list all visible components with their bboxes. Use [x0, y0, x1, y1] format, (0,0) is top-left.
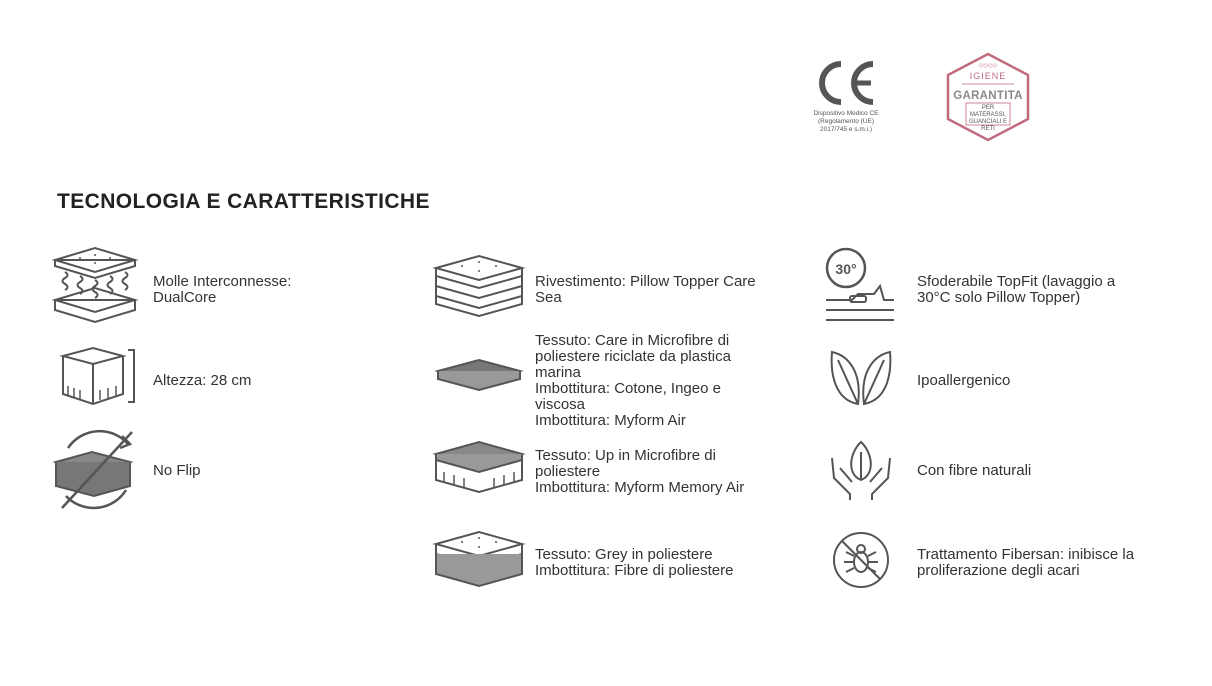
hands-leaf-icon — [828, 438, 894, 502]
section-title: TECNOLOGIA E CARATTERISTICHE — [57, 190, 430, 213]
seal-top-text: IGIENE — [969, 71, 1007, 81]
mattress-grey-icon — [432, 530, 526, 590]
feature-label-height: Altezza: 28 cm — [153, 372, 252, 389]
no-flip-icon — [48, 428, 146, 512]
ce-caption: Dispositivo Medico CE (Regolamento (UE) 2017/745 e s.m.i.) — [813, 110, 879, 133]
mattress-up-icon — [432, 440, 526, 496]
feature-label-noflip: No Flip — [153, 462, 201, 479]
feature-label-wash: Sfoderabile TopFit (lavaggio a 30°C solo Pillow Topper) — [917, 273, 1116, 306]
ce-mark — [800, 58, 892, 134]
wash-30-icon — [824, 246, 898, 326]
svg-text:◇◇◇◇: ◇◇◇◇ — [978, 63, 998, 69]
feature-label-fibersan: Trattamento Fibersan: inibisce la proliferazione degli acari — [917, 546, 1135, 579]
feature-label-topper: Rivestimento: Pillow Topper Care Sea — [535, 273, 756, 306]
hygiene-seal — [944, 51, 1032, 143]
pillow-topper-icon — [432, 254, 526, 320]
mattress-height-icon — [58, 346, 138, 408]
feature-label-hypo: Ipoallergenico — [917, 372, 1011, 389]
topper-layer-icon — [434, 357, 524, 395]
seal-sub-text: PER MATERASSI, GUANCIALI E RETI — [968, 105, 1007, 132]
leaves-icon — [828, 346, 894, 408]
interconnected-springs-icon — [50, 246, 140, 326]
feature-label-springs: Molle Interconnesse: DualCore — [153, 273, 292, 306]
wash-badge: 30° — [835, 261, 857, 277]
no-mites-icon — [830, 530, 892, 590]
feature-label-care: Tessuto: Care in Microfibre di poliestere riciclate da plastica marina Imbottitura: Cotone, Ingeo e viscosa Imbottitura: Myform Air — [535, 332, 731, 429]
feature-label-grey: Tessuto: Grey in poliestere Imbottitura: Fibre di poliestere — [535, 546, 734, 579]
feature-label-up: Tessuto: Up in Microfibre di poliestere Imbottitura: Myform Memory Air — [535, 447, 745, 496]
ce-logo — [811, 58, 881, 108]
seal-main-text: GARANTITA — [953, 90, 1023, 102]
feature-label-natural: Con fibre naturali — [917, 462, 1032, 479]
